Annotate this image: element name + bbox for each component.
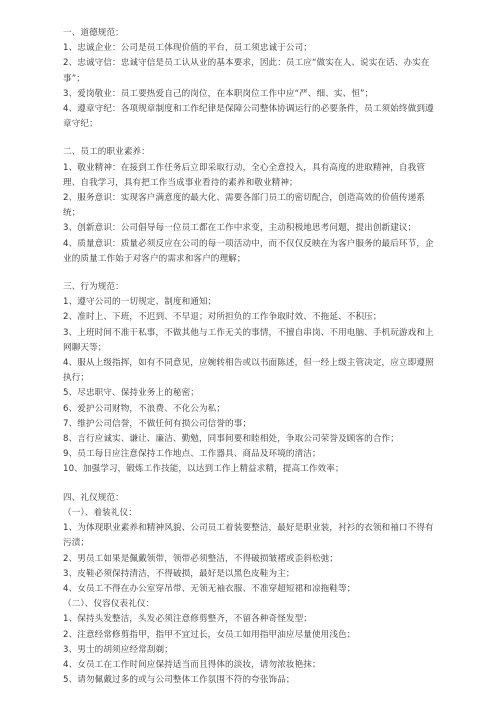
list-item: 4、遵章守纪：各项规章制度和工作纪律是保障公司整体协调运行的必要条件，员工须始终做到遵章守纪；	[63, 104, 434, 130]
list-item: 8、言行应诚实、谦让、廉洁、勤勉，同事间要和睦相处，争取公司荣誉及顾客的合作；	[63, 434, 399, 445]
subsection-heading: （二）、仪容仪表礼仪：	[63, 599, 155, 610]
list-item: 7、维护公司信誉，不做任何有损公司信誉的事；	[63, 418, 252, 429]
section-conduct	[63, 280, 439, 478]
list-item: 2、服务意识：实现客户满意度的最大化、需要各部门员工的密切配合，创造高效的价值传递系统；	[63, 193, 426, 219]
section-heading: 二、员工的职业素养：	[63, 147, 150, 158]
list-item: 1、敬业精神：在接到工作任务后立即采取行动，全心全意投入，具有高度的进取精神，自我管理、自我学习，具有把工作当成事业看待的素养和敬业精神；	[63, 162, 426, 188]
list-item: 5、请勿佩戴过多的或与公司整体工作氛围不符的夸张饰品；	[63, 675, 295, 686]
list-item: 4、质量意识：质量必须反应在公司的每一项活动中，而不仅仅反映在为客户服务的最后环节，企业的质量工作始于对客户的需求和客户的理解；	[63, 238, 434, 264]
section-heading: 四、礼仪规范：	[63, 492, 124, 503]
list-item: 2、准时上、下班，不迟到、不早退；对所担负的工作争取时效、不拖延、不积压；	[63, 312, 382, 323]
list-item: 2、忠诚守信：忠诚守信是员工认从业的基本要求，因此：员工应“做实在人、说实在话、办实在事”；	[63, 58, 430, 84]
list-item: 2、注意经常修剪指甲，指甲不宜过长，女员工如用指甲油应尽量使用浅色；	[63, 629, 356, 640]
list-item: 4、女员工在工作时间应保持适当而且得体的淡妆，请勿浓妆艳抹；	[63, 659, 321, 670]
list-item: 1、遵守公司的一切规定、制度和通知；	[63, 297, 217, 308]
list-item: 1、为体现职业素养和精神风貌、公司员工着装要整洁，最好是职业装，衬衫的衣领和袖口不得有污渍；	[63, 523, 434, 549]
section-etiquette	[63, 491, 439, 689]
subsection-heading: （一）、着装礼仪：	[63, 507, 137, 518]
document-page	[63, 26, 439, 688]
list-item: 3、男士的胡须应经常刮剃；	[63, 644, 173, 655]
section-morals	[63, 26, 439, 132]
section-heading: 三、行为规范：	[63, 282, 124, 293]
list-item: 5、尽忠职守、保持业务上的秘密；	[63, 388, 199, 399]
section-heading: 一、道德规范：	[63, 28, 124, 38]
section-professionalism	[63, 145, 439, 267]
list-item: 2、男员工如果是佩戴领带，领带必须整洁，不得破损皱褶或歪斜松弛；	[63, 553, 339, 564]
list-item: 3、皮鞋必须保持清洁，不得破损，最好是以黑色皮鞋为主；	[63, 568, 295, 579]
list-item: 1、忠诚企业：公司是员工体现价值的平台，员工须忠诚于公司；	[63, 43, 312, 54]
list-item: 9、员工每日应注意保持工作地点、工作器具、商品及环境的清洁；	[63, 449, 321, 460]
list-item: 6、爱护公司财物，不浪费、不化公为私；	[63, 403, 226, 414]
list-item: 10、加强学习，锻炼工作技能，以达到工作上精益求精，提高工作效率；	[63, 464, 344, 475]
list-item: 1、保持头发整洁，头发必须注意修剪整齐，不留各种奇怪发型；	[63, 614, 312, 625]
list-item: 3、爱岗敬业：员工要热爱自己的岗位，在本职岗位工作中应“严、细、实、恒”；	[63, 88, 374, 99]
list-item: 3、创新意识：公司倡导每一位员工都在工作中求变，主动积极地思考问题，提出创新建议；	[63, 223, 417, 234]
list-item: 3、上班时间不准干私事，不做其他与工作无关的事情，不擅自串岗、不用电脑、手机玩游戏和上网聊天等；	[63, 327, 434, 353]
list-item: 4、服从上级指挥，如有不同意见，应婉转相告或以书面陈述，但一经上级主管决定，应立即遵照执行；	[63, 358, 434, 384]
list-item: 4、女员工不得在办公室穿吊带、无领无袖衣服、不准穿超短裙和凉拖鞋等；	[63, 583, 356, 594]
